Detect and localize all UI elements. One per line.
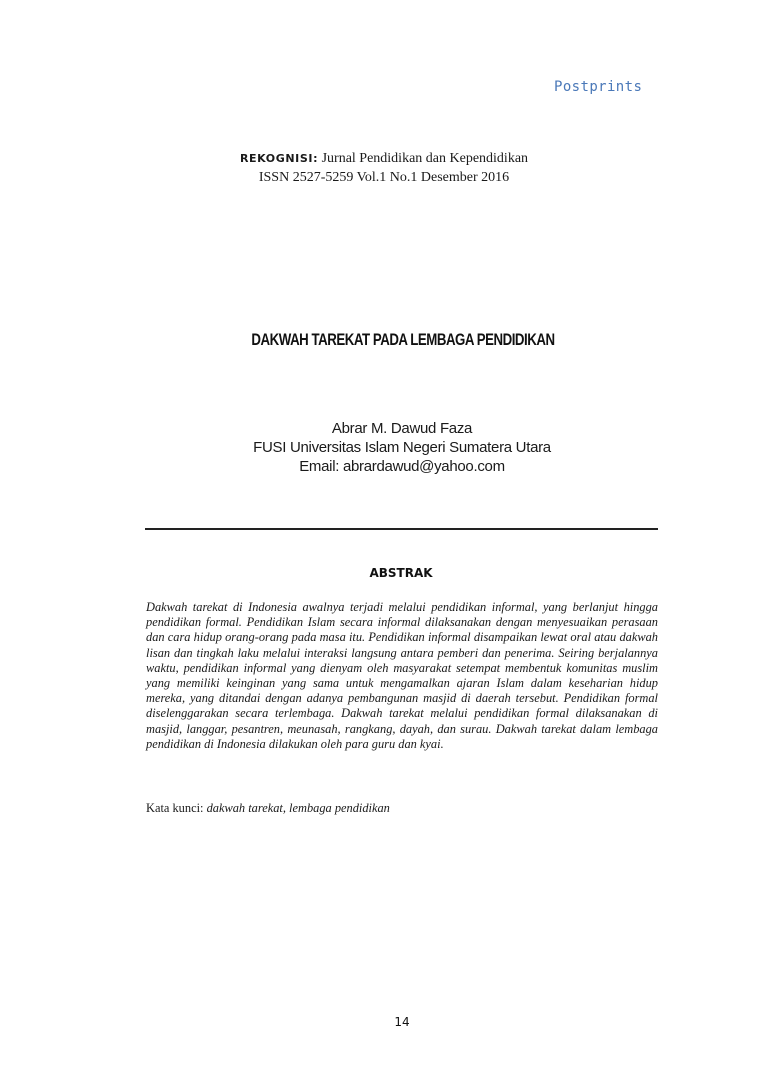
postprints-watermark: Postprints xyxy=(554,79,643,95)
page-number: 14 xyxy=(394,1015,410,1029)
header-divider xyxy=(145,528,658,530)
keywords-line xyxy=(146,801,658,816)
author-block xyxy=(0,419,768,476)
article-title: DAKWAH TAREKAT PADA LEMBAGA PENDIDIKAN xyxy=(251,330,555,349)
author-email: Email: abrardawud@yahoo.com xyxy=(299,458,505,475)
journal-name: REKOGNISI: xyxy=(239,152,319,165)
journal-title-line xyxy=(0,149,768,168)
keywords-value: dakwah tarekat, lembaga pendidikan xyxy=(206,801,390,815)
journal-header xyxy=(0,149,768,187)
author-name: Abrar M. Dawud Faza xyxy=(331,420,473,437)
journal-issue: ISSN 2527-5259 Vol.1 No.1 Desember 2016 xyxy=(258,170,510,185)
keywords-label: Kata kunci: xyxy=(146,801,204,815)
author-affiliation: FUSI Universitas Islam Negeri Sumatera Utara xyxy=(253,439,551,456)
journal-subtitle: Jurnal Pendidikan dan Kependidikan xyxy=(321,151,529,166)
abstract-heading: ABSTRAK xyxy=(369,566,433,580)
abstract-body: Dakwah tarekat di Indonesia awalnya terjadi melalui pendidikan informal, yang berlanjut hingga pendidikan formal. Pendidikan Islam secara informal dilaksanakan dengan menyesuaikan perasaan dan cara hidup orang-orang pada masa itu. Pendidikan informal disampaikan lewat oral atau dakwah lisan dan tingkah laku melalui interaksi langsung antara pemberi dan penerima. Seiring berjalannya waktu, pendidikan informal yang dienyam oleh masyarakat setempat membentuk komunitas muslim yang memiliki keinginan yang sama untuk mengamalkan ajaran Islam dalam keseharian hidup mereka, yang ditandai dengan adanya pembangunan masjid di daerah tersebut. Pendidikan formal diselenggarakan secara terlembaga. Dakwah tarekat melalui pendidikan formal dilaksanakan di masjid, langgar, pesantren, meunasah, rangkang, dayah, dan surau. Dakwah tarekat dalam lembaga pendidikan di Indonesia dilakukan oleh para guru dan kyai. xyxy=(146,600,658,751)
